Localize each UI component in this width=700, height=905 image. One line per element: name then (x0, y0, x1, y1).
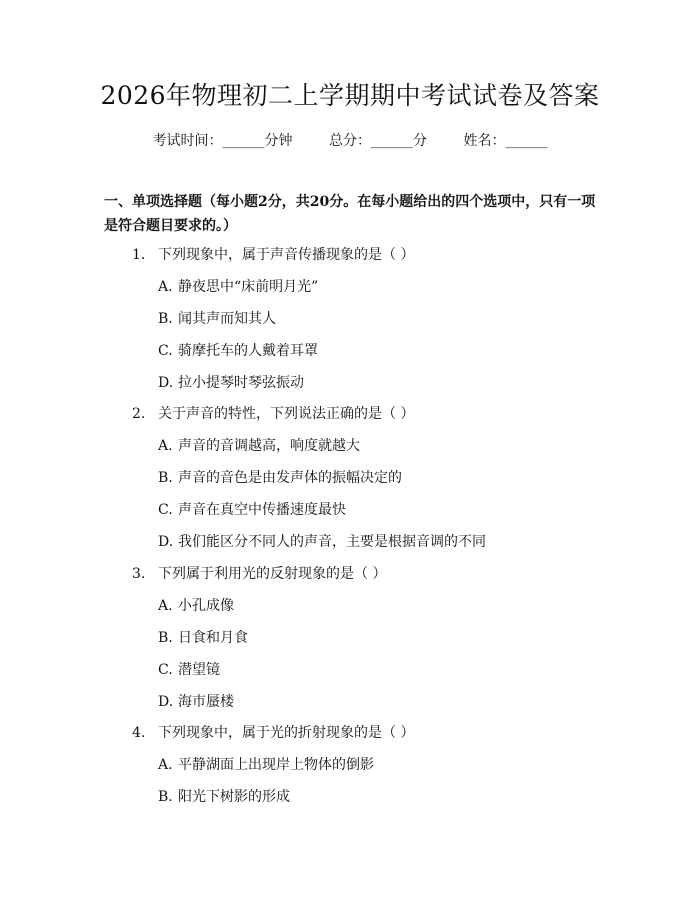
score-blank: ______ (371, 133, 413, 149)
option-letter: A. (158, 757, 173, 773)
option-text: 拉小提琴时琴弦振动 (178, 375, 304, 391)
option-text: 静夜思中“床前明月光” (178, 279, 319, 295)
section-heading: 一、单项选择题（每小题2分，共20分。在每小题给出的四个选项中，只有一项是符合题目要求的。） (104, 194, 596, 234)
option-text: 声音的音色是由发声体的振幅决定的 (178, 470, 402, 486)
option-text: 声音在真空中传播速度最快 (178, 502, 346, 518)
option-item (158, 531, 486, 551)
option-letter: A. (158, 438, 173, 454)
time-blank: ______ (222, 133, 265, 149)
option-text: 潜望镜 (178, 662, 220, 678)
question-item (132, 563, 386, 583)
option-text: 声音的音调越高，响度就越大 (178, 438, 360, 454)
score-unit: 分 (413, 133, 427, 149)
option-item (158, 276, 318, 296)
name-label: 姓名： (463, 133, 506, 149)
name-blank: ______ (505, 133, 548, 149)
option-item (158, 786, 290, 806)
option-item (158, 308, 276, 328)
score-label: 总分： (329, 133, 371, 149)
student-name (463, 133, 547, 149)
option-text: 平静湖面上出现岸上物体的倒影 (178, 757, 374, 773)
time-unit: 分钟 (264, 133, 293, 149)
option-letter: B. (158, 789, 173, 805)
option-letter: C. (158, 662, 173, 678)
option-text: 海市蜃楼 (178, 694, 234, 710)
exam-time (153, 133, 293, 149)
question-number: 1. (132, 247, 146, 263)
option-letter: A. (158, 279, 173, 295)
question-item (132, 722, 414, 742)
option-letter: D. (158, 375, 174, 391)
option-item (158, 372, 304, 392)
option-item (158, 340, 318, 360)
option-letter: D. (158, 534, 174, 550)
option-item (158, 467, 402, 487)
option-text: 阳光下树影的形成 (178, 789, 290, 805)
option-letter: C. (158, 343, 173, 359)
option-letter: B. (158, 311, 173, 327)
total-score (329, 133, 427, 149)
option-item (158, 595, 234, 615)
question-item (132, 403, 414, 423)
question-text: 下列属于利用光的反射现象的是（ ） (158, 566, 387, 582)
option-letter: A. (158, 598, 173, 614)
option-text: 日食和月食 (178, 630, 248, 646)
question-number: 3. (132, 566, 146, 582)
option-item (158, 754, 374, 774)
option-text: 骑摩托车的人戴着耳罩 (178, 343, 318, 359)
option-item (158, 435, 360, 455)
option-letter: C. (158, 502, 173, 518)
exam-meta (0, 130, 700, 150)
option-text: 我们能区分不同人的声音，主要是根据音调的不同 (178, 534, 486, 550)
question-number: 2. (132, 406, 146, 422)
question-item (132, 244, 414, 264)
question-text: 下列现象中，属于声音传播现象的是（ ） (158, 247, 415, 263)
question-text: 下列现象中，属于光的折射现象的是（ ） (158, 725, 415, 741)
option-text: 闻其声而知其人 (178, 311, 276, 327)
option-item (158, 691, 234, 711)
option-text: 小孔成像 (178, 598, 234, 614)
option-item (158, 499, 346, 519)
time-label: 考试时间： (152, 133, 223, 149)
option-letter: D. (158, 694, 174, 710)
option-letter: B. (158, 630, 173, 646)
option-item (158, 627, 248, 647)
option-letter: B. (158, 470, 173, 486)
option-item (158, 659, 220, 679)
question-text: 关于声音的特性，下列说法正确的是（ ） (158, 406, 415, 422)
question-number: 4. (132, 725, 146, 741)
page-title: 2026年物理初二上学期期中考试试卷及答案 (100, 81, 600, 110)
